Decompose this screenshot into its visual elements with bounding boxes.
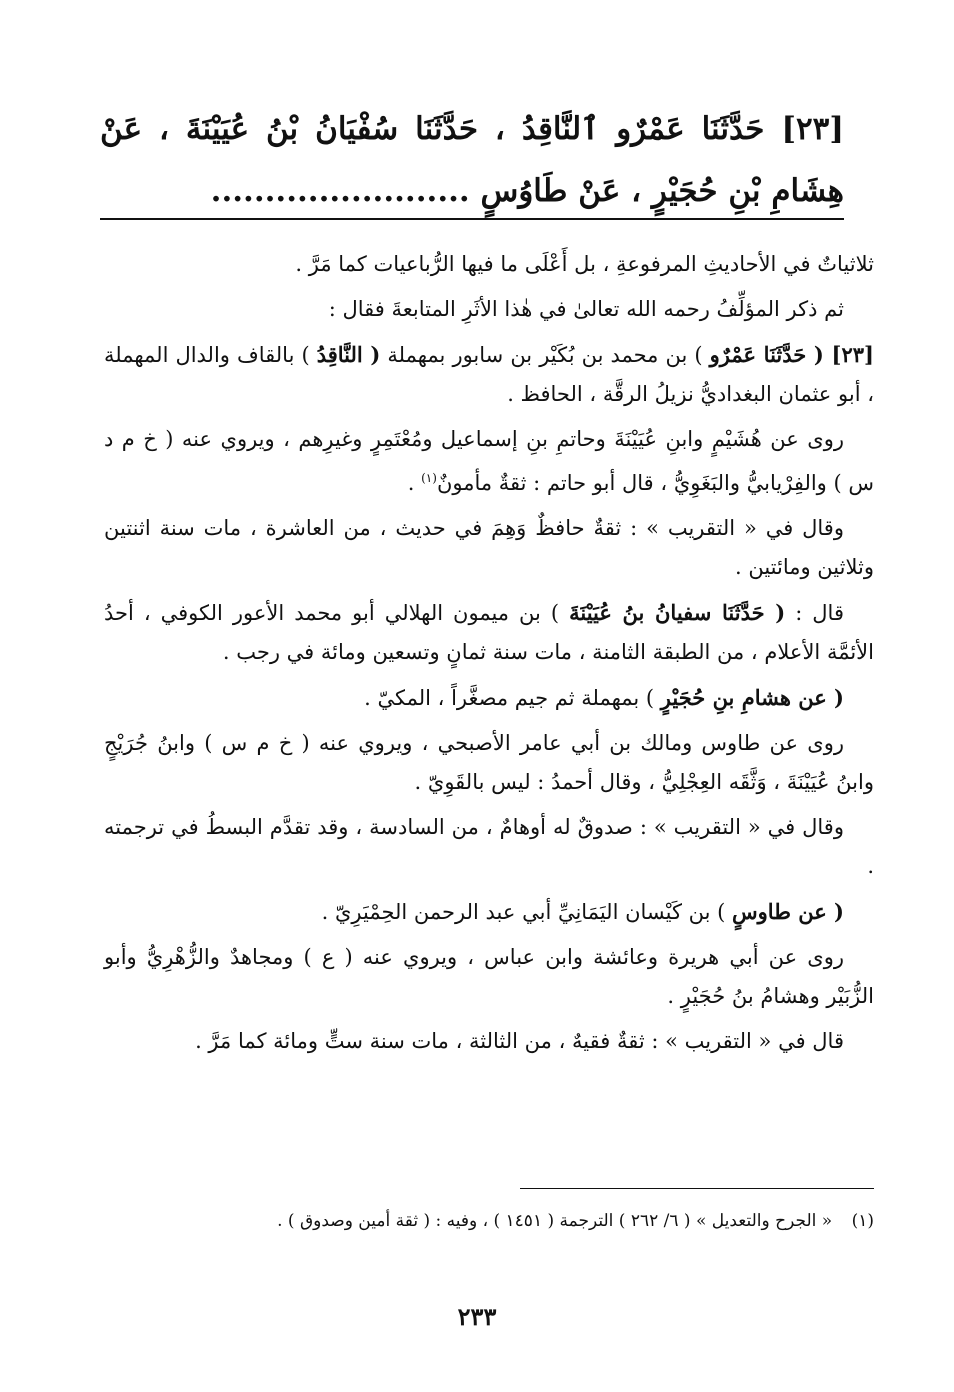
- commentary-paragraph: [104, 678, 874, 718]
- commentary-paragraph: [104, 245, 874, 284]
- paragraph-text: ) بن ميمون الهلالي أبو محمد الأعور الكوفي ، أحدُ الأئمَّة الأعلام ، من الطبقة الثامنة ، مات سنة ثمانٍ وتسعين ومائة في رجب .: [104, 601, 874, 664]
- hadith-text-block: [100, 98, 844, 222]
- footnote-reference[interactable]: (١): [421, 471, 437, 485]
- narrator-name: ( عن هشامِ بنِ حُجَيْرٍ: [660, 685, 844, 710]
- paragraph-text: ثم ذكر المؤلِّفُ رحمه الله تعالىٰ في هٰذا الأثَرِ المتابعةَ فقال :: [328, 297, 844, 321]
- paragraph-text: وقال في « التقريب » : صدوقٌ له أوهامٌ ، من السادسة ، وقد تقدَّم البسطُ في ترجمته .: [104, 815, 874, 878]
- paragraph-text: ثلاثياتٌ في الأحاديثِ المرفوعةِ ، بل أَعْلَى ما فيها الرُّباعيات كما مَرَّ .: [295, 252, 874, 276]
- paragraph-text: روى عن أبي هريرة وعائشة وابن عباس ، ويروي عنه ( ع ) ومجاهدٌ والزُّهْرِيُّ وأبو الزُّبَيْر وهشامُ بنُ حُجَيْرٍ .: [104, 945, 874, 1008]
- hadith-ellipsis: ........................: [210, 173, 470, 209]
- commentary-paragraph: [104, 420, 874, 503]
- paragraph-text: وقال في « التقريب » : ثقةٌ حافظٌ وَهِمَ في حديث ، من العاشرة ، مات سنة اثنتين وثلاثين ومائتين .: [104, 516, 874, 579]
- commentary-body: [104, 245, 874, 1067]
- narrator-name: ( النَّاقِدُ: [316, 342, 381, 367]
- narrator-name: ( حَدَّثَنَا سفيانُ بنُ عُيَيْنَةَ: [569, 600, 786, 625]
- commentary-paragraph: [104, 724, 874, 802]
- commentary-paragraph: [104, 290, 874, 329]
- commentary-paragraph: [104, 1022, 874, 1061]
- paragraph-text: ) بالقاف والدال المهملة ، أبو عثمان البغداديُّ نزيلُ الرقَّة ، الحافظ .: [104, 343, 874, 406]
- paragraph-text: ) بن محمد بن بُكَيْر بن سابور بمهملة: [380, 343, 710, 367]
- paragraph-text: ) بن كَيْسان اليَمَانِيِّ أبي عبد الرحمن الحِمْيَرِيّ .: [321, 900, 733, 924]
- hadith-text: [٢٣] حَدَّثَنَا عَمْرٌو ٱلنَّاقِدُ ، حَدَّثَنَا سُفْيَانُ بْنُ عُيَيْنَةَ ، عَنْ هِشَامِ بْنِ حُجَيْرٍ ، عَنْ طَاوُسٍ: [100, 111, 844, 209]
- paragraph-text: روى عن هُشَيْمٍ وابنِ عُيَيْنَةَ وحاتمِ بنِ إسماعيل ومُعْتَمِرٍ وغيرِهم ، ويروي عنه ( خ م د س ) والفِرْيابيُّ والبَغَوِيُّ ، قال أبو حاتم : ثقةٌ مأمونٌ: [104, 427, 874, 495]
- narrator-name: ( عن طاوسٍ: [732, 899, 844, 924]
- page-number: ٢٣٣: [457, 1302, 497, 1331]
- commentary-paragraph: [104, 938, 874, 1016]
- footnote: [100, 1206, 874, 1236]
- commentary-paragraph: [104, 335, 874, 414]
- commentary-paragraph: [104, 509, 874, 587]
- footnote-separator: [520, 1188, 874, 1189]
- footnote-text: « الجرح والتعديل » ( ٦/ ٢٦٢ ) الترجمة ( ١٤٥١ ) ، وفيه : ( ثقة أمين وصدوق ) .: [277, 1211, 833, 1231]
- paragraph-text: قال :: [785, 601, 844, 625]
- commentary-paragraph: [104, 892, 874, 932]
- commentary-paragraph: [104, 808, 874, 886]
- paragraph-text: ) بمهملة ثم جيم مصغَّراً ، المكيّ .: [364, 686, 661, 710]
- commentary-paragraph: [104, 593, 874, 672]
- separator-line: [100, 218, 844, 220]
- narrator-name: [٢٣] ( حَدَّثَنَا عَمْرٌو: [709, 342, 874, 367]
- footnote-number: (١): [851, 1211, 874, 1231]
- paragraph-text: روى عن طاوس ومالك بن أبي عامر الأصبحي ، ويروي عنه ( خ م س ) وابنُ جُرَيْجٍ وابنُ عُيَيْنَةَ ، وَثَّقَه العِجْلِيُّ ، وقال أحمدُ : ليس بالقَوِيّ .: [104, 731, 874, 794]
- paragraph-text: قال في « التقريب » : ثقةٌ فقيهٌ ، من الثالثة ، مات سنة ستٍّ ومائة كما مَرَّ .: [195, 1029, 844, 1053]
- paragraph-text: .: [407, 471, 422, 495]
